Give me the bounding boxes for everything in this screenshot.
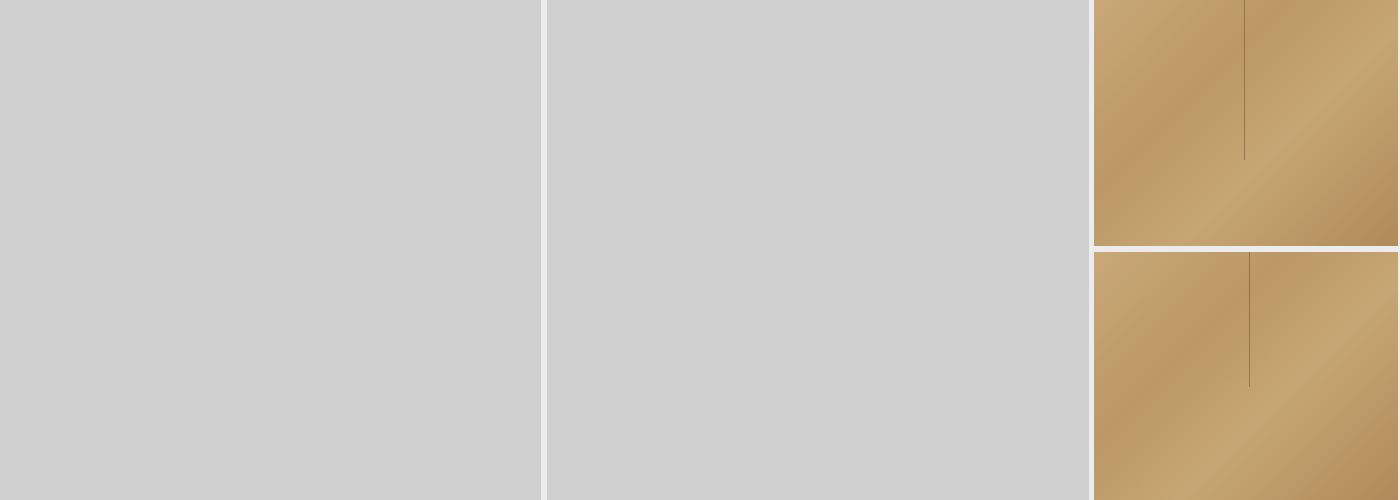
menu-image-top [1094,0,1398,246]
buffet-page [547,0,1089,500]
menu-images-panel [1092,0,1400,500]
menu-image-bottom [1094,252,1398,500]
party-platter-page [0,0,541,500]
